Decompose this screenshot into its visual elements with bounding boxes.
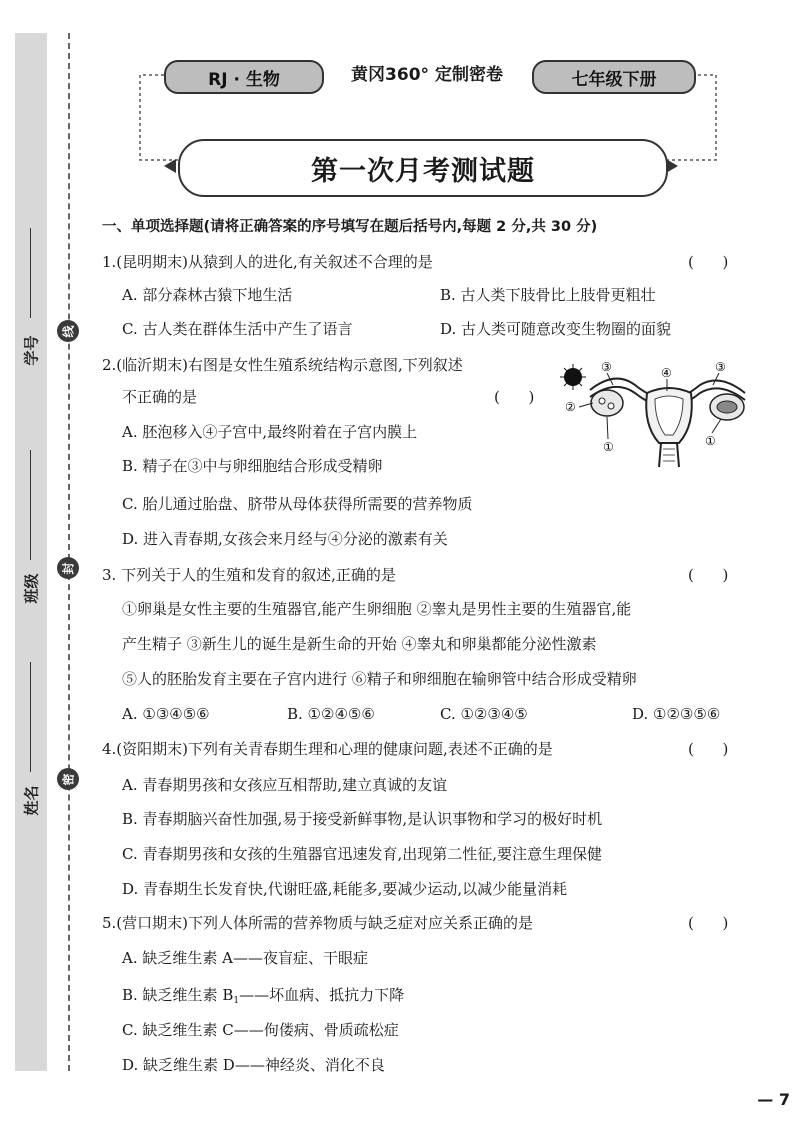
q4-option-c: C. 青春期男孩和女孩的生殖器官迅速发育,出现第二性征,要注意生理保健 (122, 845, 603, 863)
q3-stem: 3. 下列关于人的生殖和发育的叙述,正确的是 (102, 566, 396, 584)
brand-title: 黄冈360° 定制密卷 (351, 65, 503, 85)
reproductive-system-diagram (555, 355, 760, 480)
q1-answer-bracket: ( ) (688, 253, 729, 271)
q5-option-a: A. 缺乏维生素 A——夜盲症、干眼症 (122, 949, 368, 967)
q3-statement-1: ①卵巢是女性主要的生殖器官,能产生卵细胞 ②睾丸是男性主要的生殖器官,能 (122, 600, 632, 618)
q1-stem: 1.(昆明期末)从猿到人的进化,有关叙述不合理的是 (102, 253, 433, 271)
label-3-right: ③ (715, 360, 726, 374)
label-4: ④ (661, 366, 672, 380)
label-1-left: ① (603, 440, 614, 454)
subject-tag: RJ · 生物 (164, 60, 324, 94)
label-1-right: ① (705, 434, 716, 448)
q1-option-b: B. 古人类下肢骨比上肢骨更粗壮 (440, 286, 656, 304)
q3-statement-3: ⑤人的胚胎发育主要在子宫内进行 ⑥精子和卵细胞在输卵管中结合形成受精卵 (122, 670, 637, 688)
student-id-label: 学号 (22, 335, 41, 366)
class-line (30, 450, 31, 560)
q1-option-c: C. 古人类在群体生活中产生了语言 (122, 320, 353, 338)
q3-option-d: D. ①②③⑤⑥ (632, 705, 721, 723)
q2-answer-bracket: ( ) (494, 388, 535, 406)
q5-stem: 5.(营口期末)下列人体所需的营养物质与缺乏症对应关系正确的是 (102, 914, 534, 932)
q4-answer-bracket: ( ) (688, 740, 729, 758)
q1-option-d: D. 古人类可随意改变生物圈的面貌 (440, 320, 672, 338)
q3-option-b: B. ①②④⑤⑥ (287, 705, 375, 723)
q2-stem: 2.(临沂期末)右图是女性生殖系统结构示意图,下列叙述 (102, 356, 463, 374)
q5-answer-bracket: ( ) (688, 914, 729, 932)
label-3-left: ③ (601, 360, 612, 374)
q3-option-c: C. ①②③④⑤ (440, 705, 528, 723)
q4-stem: 4.(资阳期末)下列有关青春期生理和心理的健康问题,表述不正确的是 (102, 740, 553, 758)
q2-option-d: D. 进入青春期,女孩会来月经与④分泌的激素有关 (122, 530, 448, 548)
q3-option-a: A. ①③④⑤⑥ (122, 705, 210, 723)
q4-option-a: A. 青春期男孩和女孩应互相帮助,建立真诚的友谊 (122, 776, 448, 794)
q3-statement-2: 产生精子 ③新生儿的诞生是新生命的开始 ④睾丸和卵巢都能分泌性激素 (122, 635, 597, 653)
seal-line: 线 (57, 320, 79, 342)
q2-option-a: A. 胚泡移入④子宫中,最终附着在子宫内膜上 (122, 423, 418, 441)
grade-tag: 七年级下册 (532, 60, 696, 94)
q4-option-b: B. 青春期脑兴奋性加强,易于接受新鲜事物,是认识事物和学习的极好时机 (122, 810, 603, 828)
q5-option-c: C. 缺乏维生素 C——佝偻病、骨质疏松症 (122, 1021, 399, 1039)
seal-secret: 密 (57, 768, 79, 790)
page-number: — 7 (757, 1090, 790, 1109)
name-line (30, 662, 31, 772)
q1-option-a: A. 部分森林古猿下地生活 (122, 286, 293, 304)
q3-answer-bracket: ( ) (688, 566, 729, 584)
q2-option-b: B. 精子在③中与卵细胞结合形成受精卵 (122, 457, 383, 475)
q5-option-b: B. 缺乏维生素 $B_1——$坏血病、抵抗力下降 (122, 986, 405, 1006)
q4-option-d: D. 青春期生长发育快,代谢旺盛,耗能多,要减少运动,以减少能量消耗 (122, 880, 568, 898)
student-id-line (30, 228, 31, 318)
seal-seal: 封 (57, 557, 79, 579)
q5-option-d: D. 缺乏维生素 D——神经炎、消化不良 (122, 1056, 385, 1074)
q2-option-c: C. 胎儿通过胎盘、脐带从母体获得所需要的营养物质 (122, 495, 473, 513)
page-title: 第一次月考测试题 (178, 139, 668, 197)
class-label: 班级 (22, 573, 41, 604)
name-label: 姓名 (22, 785, 41, 816)
q2-stem-cont: 不正确的是 (122, 388, 198, 406)
section-heading: 一、单项选择题(请将正确答案的序号填写在题后括号内,每题 2 分,共 30 分) (102, 219, 598, 235)
label-2: ② (565, 400, 576, 414)
